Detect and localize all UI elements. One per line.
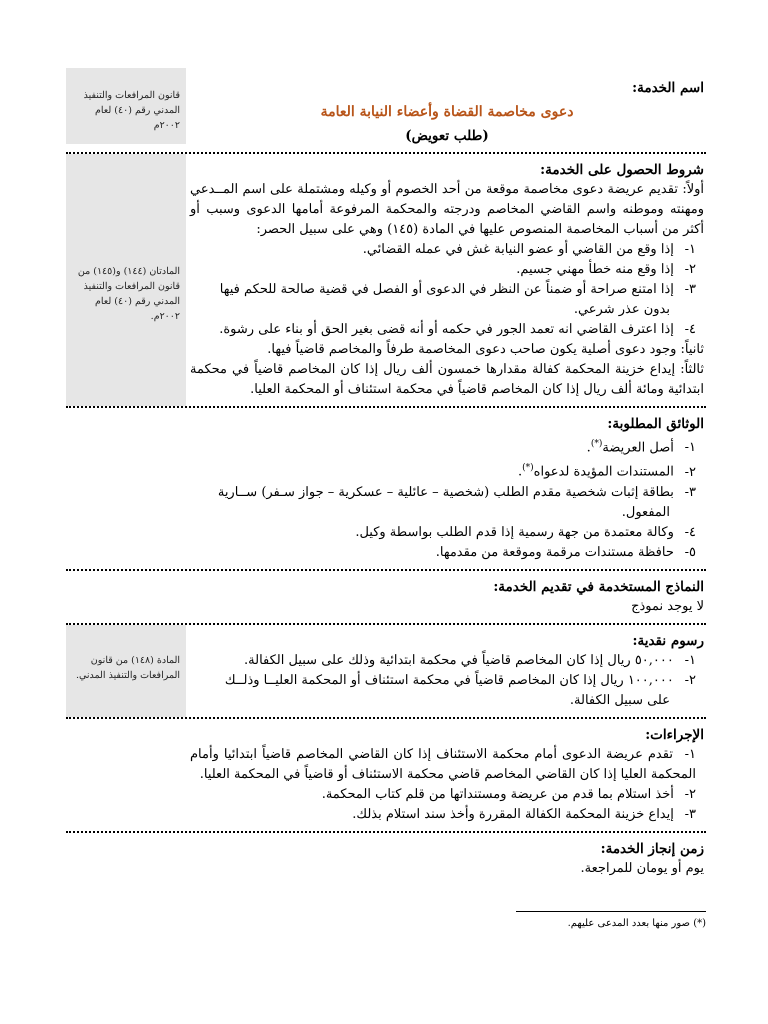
procedure-item: ٢- أخذ استلام بما قدم من عريضة ومستنداتها من قلم كتاب المحكمة. bbox=[321, 786, 696, 802]
conditions-first: أولاً: تقديم عريضة دعوى مخاصمة موقعة من أحد الخصوم أو وكيله ومشتملة على اسم المــدعي ومهنته وموطنه واسم القاضي المخاصم ودرجته والمحكمة المرفوعة أمامها الدعوى وسبب أو أكثر من أسباب المخاصمة المنصوص عليها في المادة (١٤٥) وهي على سبيل الحصر: bbox=[190, 182, 704, 237]
document-item: ٤- وكالة معتمدة من جهة رسمية إذا قدم الطلب بواسطة وكيل. bbox=[355, 524, 696, 540]
conditions-label: شروط الحصول على الخدمة: bbox=[540, 162, 704, 178]
condition-item: ٢- إذا وقع منه خطأ مهني جسيم. bbox=[516, 262, 696, 277]
document-item: ١- أصل العريضة(*). bbox=[586, 439, 696, 456]
service-subtitle: (طلب تعويض) bbox=[405, 128, 489, 144]
service-name-label: اسم الخدمة: bbox=[632, 80, 704, 96]
forms-value: لا يوجد نموذج bbox=[631, 598, 704, 614]
conditions-reference: المادتان (١٤٤) و(١٤٥) من قانون المرافعات والتنفيذ المدني رقم (٤٠) لعام ٢٠٠٢م. bbox=[66, 154, 186, 406]
condition-item: ١- إذا وقع من القاضي أو عضو النيابة غش في عمله القضائي. bbox=[362, 242, 696, 257]
duration-value: يوم أو يومان للمراجعة. bbox=[580, 860, 704, 876]
condition-item: ٣- إذا امتنع صراحة أو ضمناً عن النظر في الدعوى أو الفصل في قضية صالحة للحكم فيها بدون عذر شرعي. bbox=[219, 282, 696, 317]
service-document bbox=[66, 68, 706, 929]
footnote bbox=[66, 918, 706, 929]
documents-section bbox=[66, 408, 706, 571]
conditions-second: ثانياً: وجود دعوى أصلية يكون صاحب دعوى المخاصمة طرفاً والمخاصم قاضياً فيها. bbox=[267, 342, 704, 357]
fees-section bbox=[66, 625, 706, 719]
documents-label: الوثائق المطلوبة: bbox=[607, 416, 704, 432]
service-name-section bbox=[66, 68, 706, 154]
procedure-item: ٣- إيداع خزينة المحكمة الكفالة المقررة وأخذ سند استلام بذلك. bbox=[352, 806, 696, 822]
footnote-text: صور منها بعدد المدعى عليهم. bbox=[567, 917, 694, 929]
footnote-divider bbox=[516, 911, 706, 912]
duration-section bbox=[66, 833, 706, 885]
fees-reference: المادة (١٤٨) من قانون المرافعات والتنفيذ المدني. bbox=[66, 625, 186, 717]
conditions-section bbox=[66, 154, 706, 408]
forms-label: النماذج المستخدمة في تقديم الخدمة: bbox=[493, 578, 704, 595]
service-name-reference: قانون المرافعات والتنفيذ المدني رقم (٤٠) لعام ٢٠٠٢م bbox=[66, 68, 186, 144]
document-item: ٣- بطاقة إثبات شخصية مقدم الطلب (شخصية – عائلية – عسكرية – جواز سـفر) ســارية المفعول. bbox=[217, 484, 696, 520]
procedure-item: ١- تقدم عريضة الدعوى أمام محكمة الاستئناف إذا كان القاضي المخاصم قاضياً ابتدائيا وأمام المحكمة العليا إذا كان القاضي المخاصم قاضي محكمة الاستئناف أو قاضياً في المحكمة العليا. bbox=[190, 746, 696, 782]
fee-item: ٢- ١٠٠,٠٠٠ ريال إذا كان المخاصم قاضياً في محكمة استئناف أو المحكمة العليــا وذلــك على سبيل الكفالة. bbox=[224, 672, 696, 708]
fees-label: رسوم نقدية: bbox=[632, 632, 704, 649]
document-item: ٢- المستندات المؤيدة لدعواه(*). bbox=[517, 463, 696, 480]
condition-item: ٤- إذا اعترف القاضي انه تعمد الجور في حكمه أو أنه قضى بغير الحق أو بناء على رشوة. bbox=[219, 322, 696, 337]
fee-item: ١- ٥٠,٠٠٠ ريال إذا كان المخاصم قاضياً في محكمة ابتدائية وذلك على سبيل الكفالة. bbox=[244, 652, 696, 668]
service-title: دعوى مخاصمة القضاة وأعضاء النيابة العامة bbox=[320, 104, 574, 120]
procedures-label: الإجراءات: bbox=[645, 726, 704, 743]
forms-section bbox=[66, 571, 706, 625]
duration-label: زمن إنجاز الخدمة: bbox=[600, 840, 704, 857]
conditions-third: ثالثاً: إيداع خزينة المحكمة كفالة مقدارها خمسون ألف ريال إذا كان المخاصم قاضياً في محكمة ابتدائية ومائة ألف ريال إذا كان المخاصم قاضياً في محكمة استئناف أو المحكمة العليا. bbox=[190, 362, 704, 397]
procedures-section bbox=[66, 719, 706, 833]
footnote-mark: (*) bbox=[693, 917, 706, 929]
document-item: ٥- حافظة مستندات مرقمة وموقعة من مقدمها. bbox=[435, 544, 696, 560]
